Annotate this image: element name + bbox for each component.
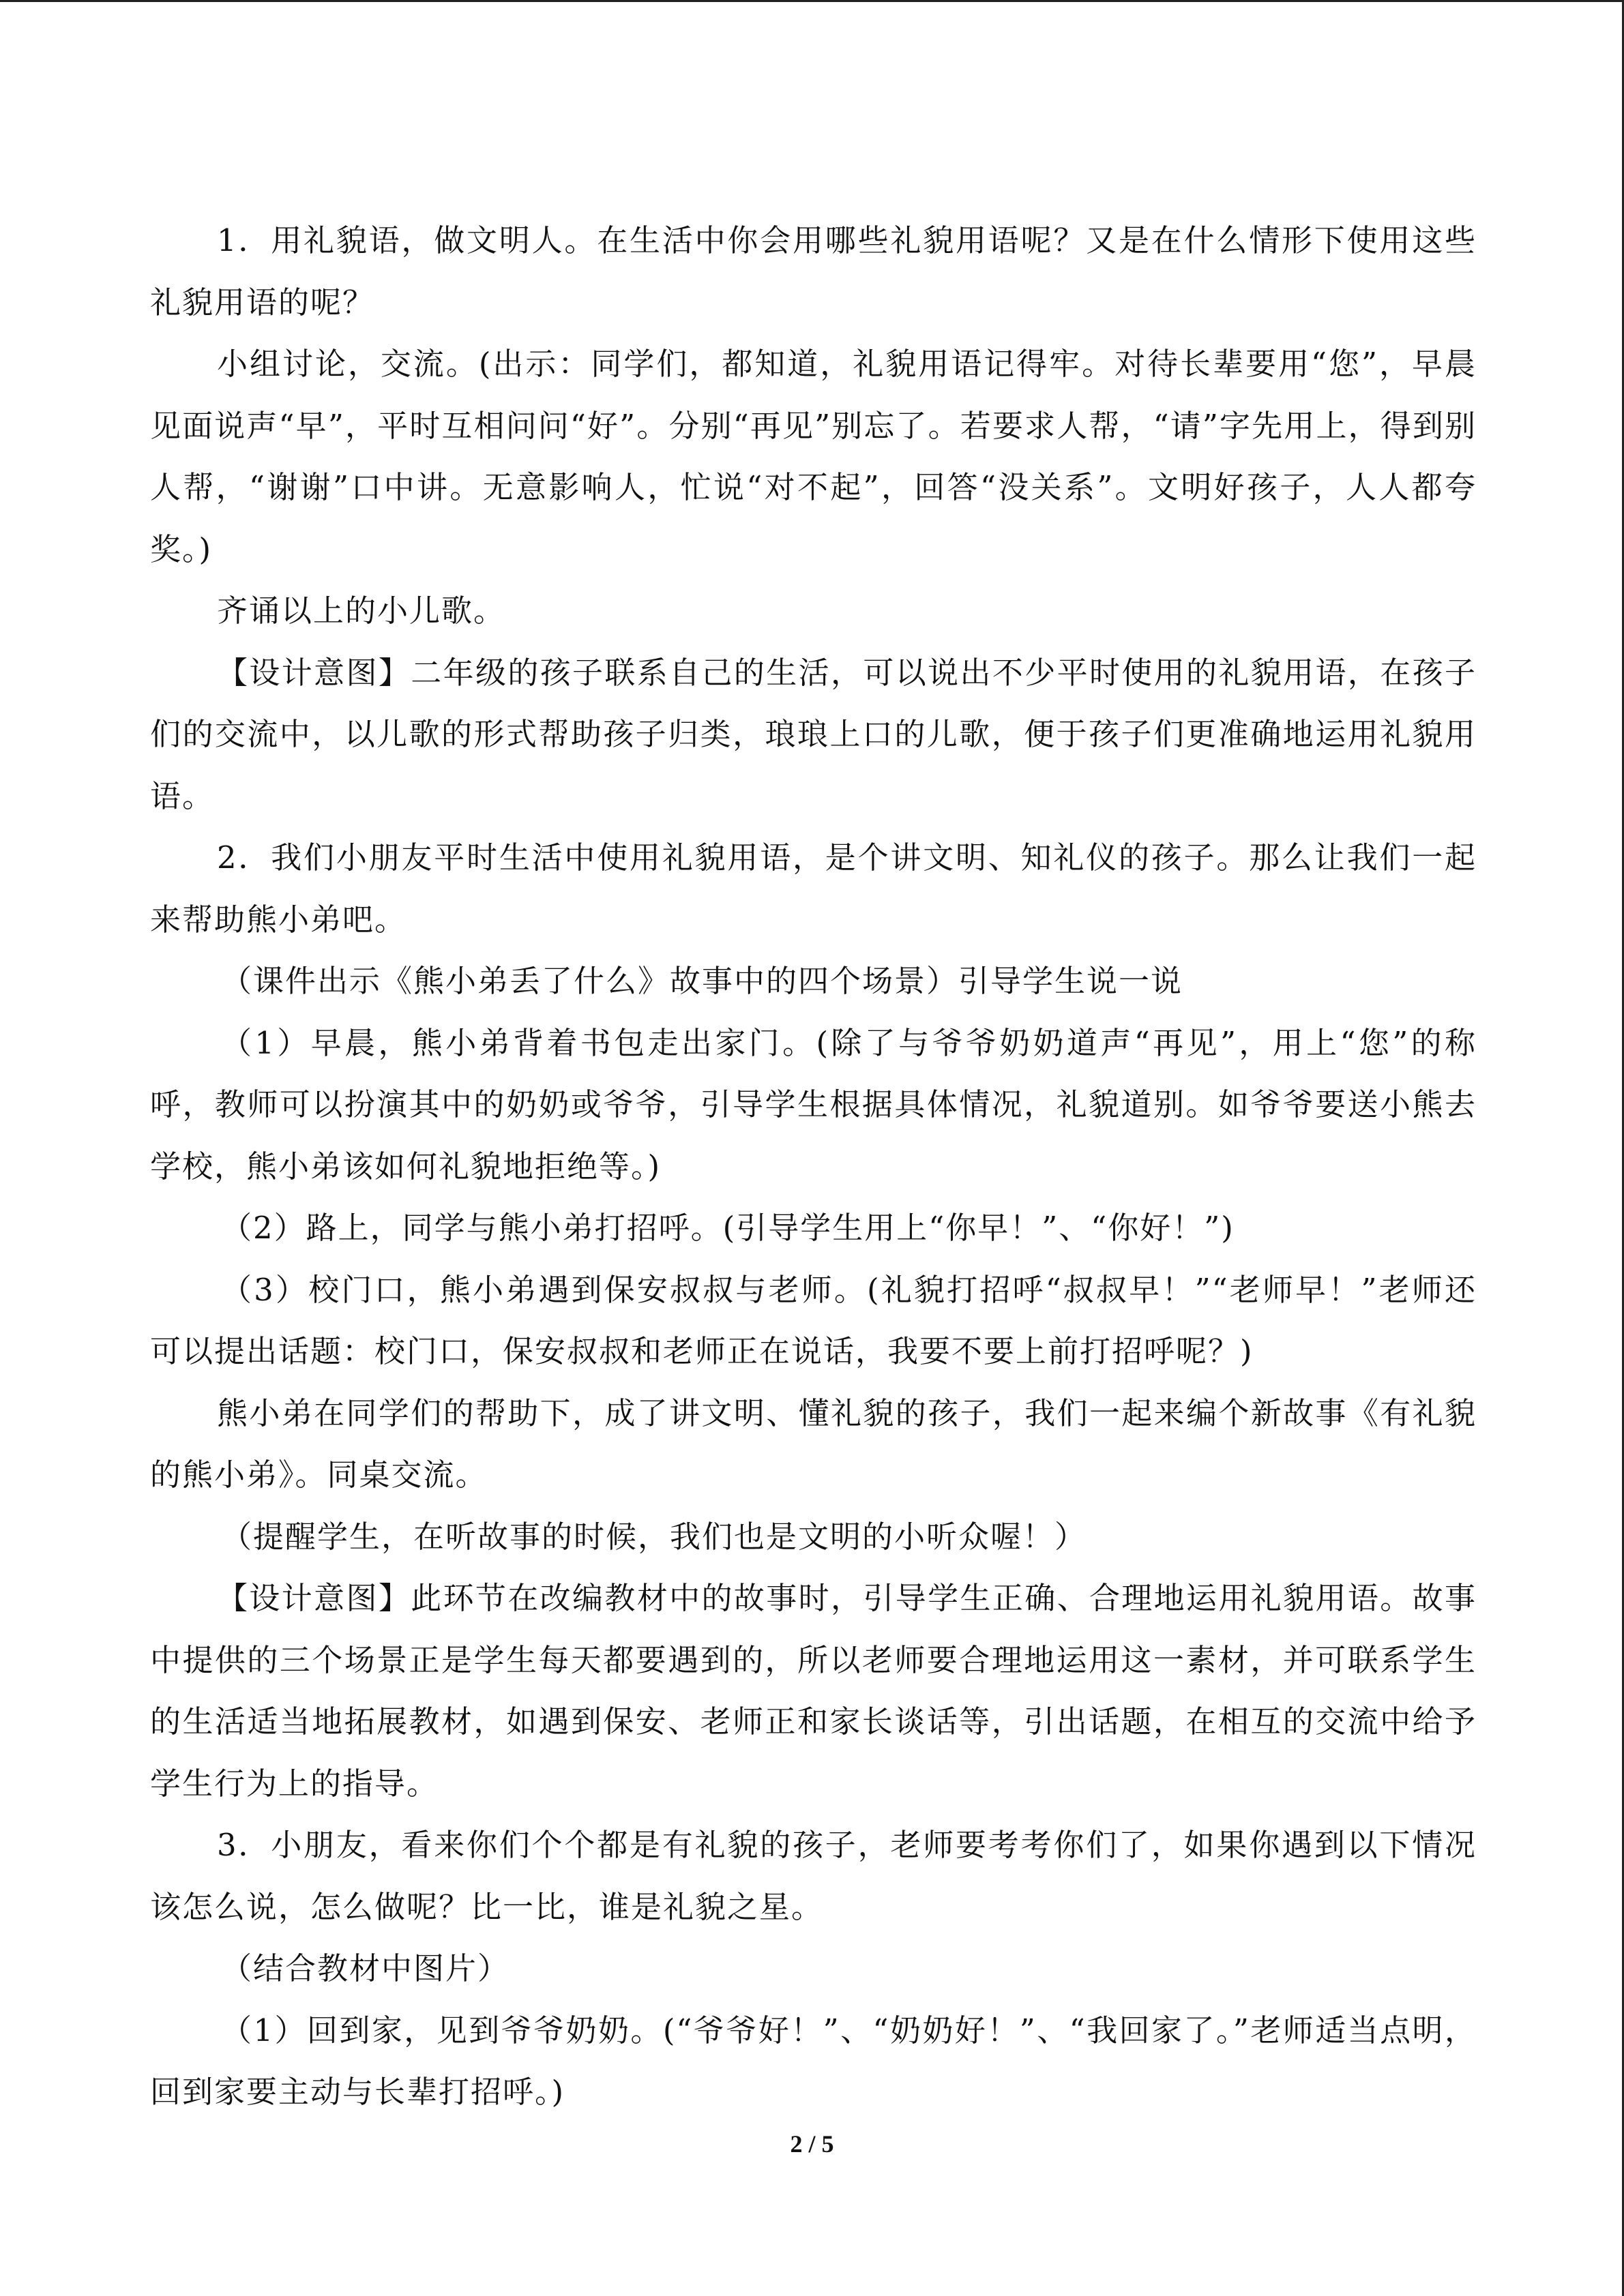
paragraph-item-3: 3．小朋友，看来你们个个都是有礼貌的孩子，老师要考考你们了，如果你遇到以下情况该怎么说，怎么做呢？比一比，谁是礼貌之星。 (150, 1827, 1477, 1925)
paragraph-recite: 齐诵以上的小儿歌。 (217, 593, 506, 629)
paragraph-scene-3: （3）校门口，熊小弟遇到保安叔叔与老师。(礼貌打招呼“叔叔早！”“老师早！”老师还可以提出话题：校门口，保安叔叔和老师正在说话，我要不要上前打招呼呢？) (150, 1271, 1477, 1369)
paragraph-new-story: 熊小弟在同学们的帮助下，成了讲文明、懂礼貌的孩子，我们一起来编个新故事《有礼貌的熊小弟》。同桌交流。 (150, 1395, 1477, 1493)
paragraph-item-2: 2．我们小朋友平时生活中使用礼貌用语，是个讲文明、知礼仪的孩子。那么让我们一起来帮助熊小弟吧。 (150, 839, 1477, 938)
paragraph-scene-2: （2）路上，同学与熊小弟打招呼。(引导学生用上“你早！”、“你好！”) (221, 1210, 1235, 1246)
paragraph-scene-1: （1）早晨，熊小弟背着书包走出家门。(除了与爷爷奶奶道声“再见”，用上“您”的称呼，教师可以扮演其中的奶奶或爷爷，引导学生根据具体情况，礼貌道别。如爷爷要送小熊去学校，熊小弟该如何礼貌地拒绝等。) (150, 1024, 1477, 1184)
paragraph-design-intent-2: 【设计意图】此环节在改编教材中的故事时，引导学生正确、合理地运用礼貌用语。故事中提供的三个场景正是学生每天都要遇到的，所以老师要合理地运用这一素材，并可联系学生的生活适当地拓展教材，如遇到保安、老师正和家长谈话等，引出话题，在相互的交流中给予学生行为上的指导。 (150, 1580, 1477, 1802)
paragraph-reminder: （提醒学生，在听故事的时候，我们也是文明的小听众喔！） (221, 1518, 1087, 1555)
page-number: 2 / 5 (790, 2130, 834, 2158)
paragraph-courseware: （课件出示《熊小弟丢了什么》故事中的四个场景）引导学生说一说 (221, 963, 1183, 999)
paragraph-home-scene: （1）回到家，见到爷爷奶奶。(“爷爷好！”、“奶奶好！”、“我回家了。”老师适当点明，回到家要主动与长辈打招呼。) (150, 2012, 1477, 2110)
paragraph-design-intent-1: 【设计意图】二年级的孩子联系自己的生活，可以说出不少平时使用的礼貌用语，在孩子们的交流中，以儿歌的形式帮助孩子归类，琅琅上口的儿歌，便于孩子们更准确地运用礼貌用语。 (150, 654, 1477, 814)
paragraph-textbook-images: （结合教材中图片） (221, 1950, 510, 1986)
document-body (150, 210, 1477, 2123)
paragraph-discussion: 小组讨论，交流。(出示：同学们，都知道，礼貌用语记得牢。对待长辈要用“您”，早晨见面说声“早”，平时互相问问“好”。分别“再见”别忘了。若要求人帮，“请”字先用上，得到别人帮，“谢谢”口中讲。无意影响人，忙说“对不起”，回答“没关系”。文明好孩子，人人都夸奖。) (150, 346, 1477, 567)
paragraph-item-1: 1．用礼貌语，做文明人。在生活中你会用哪些礼貌用语呢？又是在什么情形下使用这些礼貌用语的呢？ (150, 222, 1477, 320)
